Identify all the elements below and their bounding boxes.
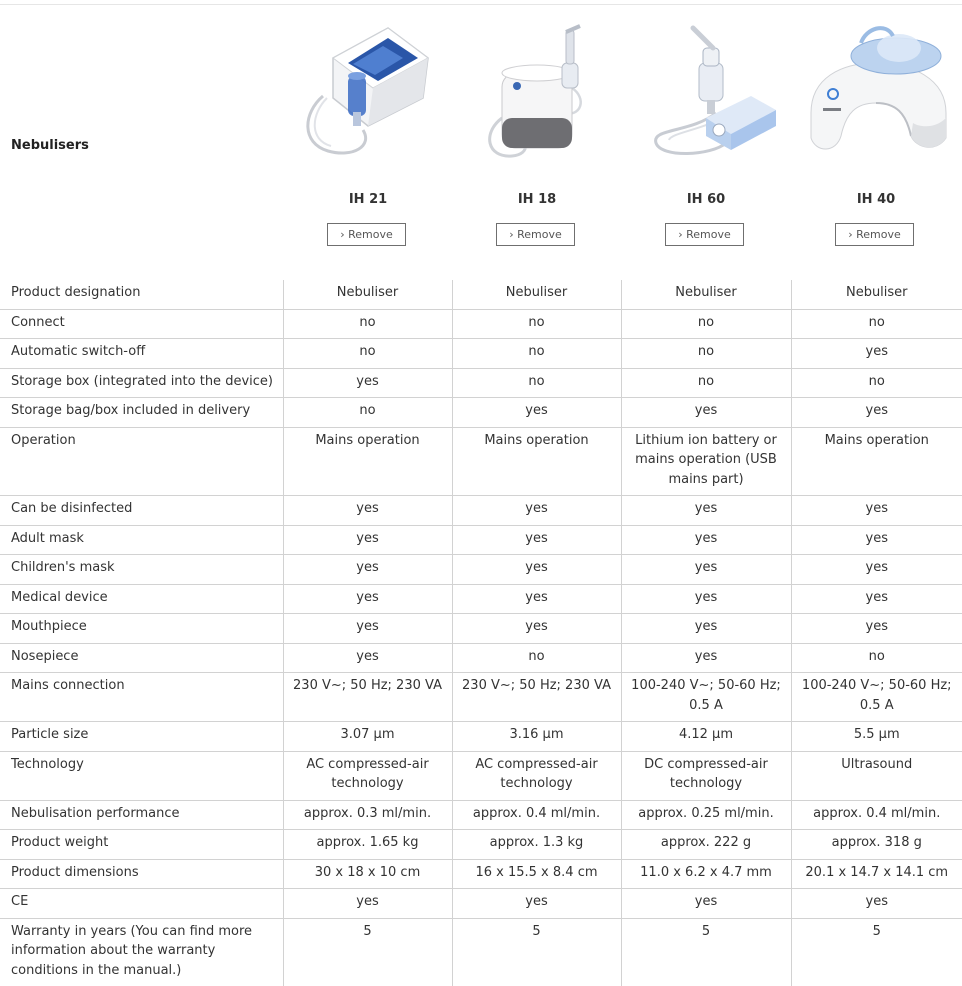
remove-button-ih21[interactable]: › Remove: [327, 223, 406, 246]
row-label: Mains connection: [0, 673, 283, 722]
table-row: [0, 673, 962, 722]
table-row: [0, 859, 962, 889]
row-label: Product weight: [0, 830, 283, 860]
product-column-ih18: [452, 12, 622, 262]
cell-value: yes: [283, 889, 452, 919]
cell-value: yes: [621, 643, 791, 673]
cell-value: yes: [621, 614, 791, 644]
cell-value: yes: [452, 496, 621, 526]
comparison-table: [0, 280, 962, 986]
cell-value: Mains operation: [452, 427, 621, 496]
cell-value: 230 V~; 50 Hz; 230 VA: [283, 673, 452, 722]
table-row: [0, 889, 962, 919]
cell-value: yes: [283, 643, 452, 673]
cell-value: Nebuliser: [283, 280, 452, 309]
table-row: [0, 427, 962, 496]
product-name-ih21: IH 21: [348, 192, 388, 207]
row-label: Operation: [0, 427, 283, 496]
cell-value: approx. 222 g: [621, 830, 791, 860]
cell-value: yes: [621, 555, 791, 585]
table-row: [0, 398, 962, 428]
row-label: Particle size: [0, 722, 283, 752]
table-row: [0, 584, 962, 614]
product-name-ih60: IH 60: [686, 192, 726, 207]
cell-value: yes: [621, 398, 791, 428]
row-label: Children's mask: [0, 555, 283, 585]
cell-value: 4.12 µm: [621, 722, 791, 752]
product-name-ih40: IH 40: [856, 192, 896, 207]
product-image-ih40[interactable]: [801, 18, 951, 168]
row-label: Storage bag/box included in delivery: [0, 398, 283, 428]
row-label: Medical device: [0, 584, 283, 614]
cell-value: approx. 0.3 ml/min.: [283, 800, 452, 830]
cell-value: yes: [283, 525, 452, 555]
row-label: Can be disinfected: [0, 496, 283, 526]
cell-value: Nebuliser: [791, 280, 962, 309]
cell-value: Ultrasound: [791, 751, 962, 800]
cell-value: Nebuliser: [621, 280, 791, 309]
cell-value: 3.07 µm: [283, 722, 452, 752]
cell-value: approx. 0.4 ml/min.: [791, 800, 962, 830]
cell-value: yes: [452, 889, 621, 919]
compare-header: [0, 0, 962, 280]
product-column-ih60: [621, 12, 791, 262]
cell-value: no: [791, 309, 962, 339]
cell-value: yes: [791, 555, 962, 585]
row-label: Technology: [0, 751, 283, 800]
cell-value: yes: [621, 496, 791, 526]
cell-value: yes: [791, 584, 962, 614]
cell-value: Mains operation: [791, 427, 962, 496]
table-row: [0, 918, 962, 986]
cell-value: no: [452, 309, 621, 339]
cell-value: DC compressed-air technology: [621, 751, 791, 800]
cell-value: approx. 318 g: [791, 830, 962, 860]
cell-value: 5: [621, 918, 791, 986]
cell-value: yes: [791, 339, 962, 369]
cell-value: yes: [452, 555, 621, 585]
table-row: [0, 800, 962, 830]
cell-value: no: [791, 643, 962, 673]
cell-value: yes: [791, 889, 962, 919]
cell-value: 3.16 µm: [452, 722, 621, 752]
cell-value: 5: [452, 918, 621, 986]
cell-value: 5: [791, 918, 962, 986]
cell-value: Nebuliser: [452, 280, 621, 309]
cell-value: AC compressed-air technology: [283, 751, 452, 800]
table-row: [0, 643, 962, 673]
cell-value: 5.5 µm: [791, 722, 962, 752]
cell-value: no: [452, 643, 621, 673]
row-label: Warranty in years (You can find more information about the warranty conditions in the manual.): [11, 923, 253, 978]
remove-button-ih40[interactable]: › Remove: [835, 223, 914, 246]
row-label: Storage box (integrated into the device): [0, 368, 283, 398]
cell-value: Mains operation: [283, 427, 452, 496]
row-label: Adult mask: [0, 525, 283, 555]
table-row: [0, 751, 962, 800]
table-row: [0, 280, 962, 309]
cell-value: yes: [283, 584, 452, 614]
table-row: [0, 339, 962, 369]
cell-value: approx. 1.65 kg: [283, 830, 452, 860]
cell-value: 100-240 V~; 50-60 Hz; 0.5 A: [621, 673, 791, 722]
cell-value: no: [791, 368, 962, 398]
row-label: Product dimensions: [0, 859, 283, 889]
cell-value: no: [621, 309, 791, 339]
cell-value: no: [283, 339, 452, 369]
cell-value: yes: [621, 889, 791, 919]
cell-value: yes: [452, 525, 621, 555]
cell-value: 5: [283, 918, 452, 986]
cell-value: yes: [791, 496, 962, 526]
cell-value: yes: [283, 555, 452, 585]
cell-value: yes: [283, 368, 452, 398]
remove-button-ih18[interactable]: › Remove: [496, 223, 575, 246]
table-row: [0, 368, 962, 398]
cell-value: approx. 1.3 kg: [452, 830, 621, 860]
product-image-ih60[interactable]: [631, 18, 781, 168]
row-label: Mouthpiece: [0, 614, 283, 644]
table-row: [0, 496, 962, 526]
table-row: [0, 309, 962, 339]
product-column-ih21: [283, 12, 453, 262]
row-label: Nosepiece: [0, 643, 283, 673]
row-label: Product designation: [0, 280, 283, 309]
cell-value: 30 x 18 x 10 cm: [283, 859, 452, 889]
cell-value: 230 V~; 50 Hz; 230 VA: [452, 673, 621, 722]
cell-value: yes: [283, 496, 452, 526]
cell-value: yes: [791, 614, 962, 644]
row-label: CE: [0, 889, 283, 919]
cell-value: no: [283, 309, 452, 339]
row-label: Nebulisation performance: [0, 800, 283, 830]
row-label: Automatic switch-off: [0, 339, 283, 369]
cell-value: AC compressed-air technology: [452, 751, 621, 800]
cell-value: yes: [791, 525, 962, 555]
product-image-ih18[interactable]: [462, 18, 612, 168]
cell-value: yes: [621, 525, 791, 555]
table-row: [0, 722, 962, 752]
table-row: [0, 614, 962, 644]
table-row: [0, 555, 962, 585]
cell-value: no: [283, 398, 452, 428]
category-title: Nebulisers: [11, 138, 89, 153]
cell-value: yes: [452, 584, 621, 614]
product-image-ih21[interactable]: [293, 18, 443, 168]
cell-value: yes: [452, 398, 621, 428]
cell-value: yes: [791, 398, 962, 428]
cell-value: no: [452, 368, 621, 398]
cell-value: no: [621, 339, 791, 369]
cell-value: approx. 0.4 ml/min.: [452, 800, 621, 830]
cell-value: no: [452, 339, 621, 369]
cell-value: 11.0 x 6.2 x 4.7 mm: [621, 859, 791, 889]
cell-value: 20.1 x 14.7 x 14.1 cm: [791, 859, 962, 889]
remove-button-ih60[interactable]: › Remove: [665, 223, 744, 246]
row-label: Connect: [0, 309, 283, 339]
cell-value: yes: [621, 584, 791, 614]
cell-value: 100-240 V~; 50-60 Hz; 0.5 A: [791, 673, 962, 722]
cell-value: no: [621, 368, 791, 398]
cell-value: approx. 0.25 ml/min.: [621, 800, 791, 830]
product-name-ih18: IH 18: [517, 192, 557, 207]
table-row: [0, 525, 962, 555]
cell-value: Lithium ion battery or mains operation (USB mains part): [621, 427, 791, 496]
product-column-ih40: [791, 12, 961, 262]
cell-value: 16 x 15.5 x 8.4 cm: [452, 859, 621, 889]
table-row: [0, 830, 962, 860]
cell-value: yes: [283, 614, 452, 644]
cell-value: yes: [452, 614, 621, 644]
